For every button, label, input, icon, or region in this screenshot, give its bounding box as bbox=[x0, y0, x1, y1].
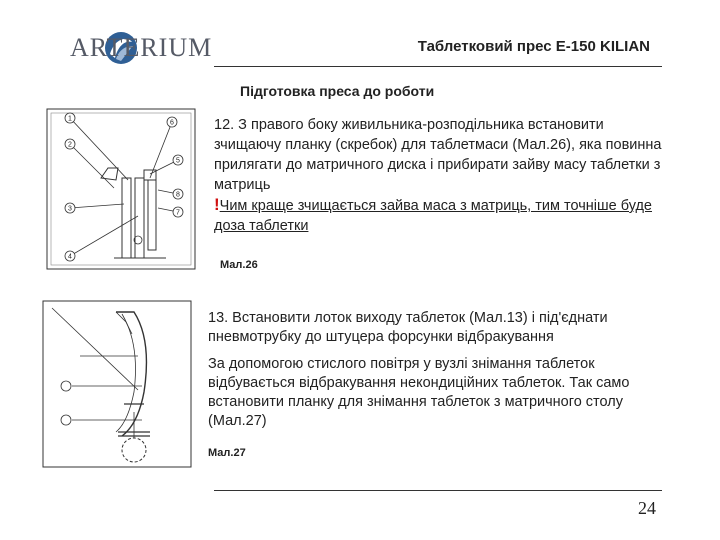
step-13-text bbox=[208, 309, 668, 439]
document-title: Таблетковий прес Е-150 KILIAN bbox=[417, 38, 650, 55]
figure-27-callout bbox=[61, 415, 71, 425]
callout-label: 5 bbox=[176, 157, 180, 165]
callout-label: 4 bbox=[68, 253, 72, 261]
step-13-instruction: 13. Встановити лоток виходу таблеток (Мал.13) і під'єднати пневмотрубку до штуцера форсунки відбракування bbox=[208, 310, 608, 345]
step-13-explanation: За допомогою стислого повітря у вузлі знімання таблеток відбувається відбракування некондиційних таблеток. Так само встановити планку для знімання таблеток з матричного столу (Мал.27) bbox=[208, 356, 630, 429]
warning-text: Чим краще зчищається зайва маса з матриць, тим точніше буде доза таблетки bbox=[214, 198, 652, 234]
step-12-warning bbox=[214, 195, 664, 236]
brand-name: ARTERIUM bbox=[70, 33, 213, 62]
figure-27-callout bbox=[61, 381, 71, 391]
callout-label: 8 bbox=[176, 191, 180, 199]
step-12-text bbox=[214, 115, 664, 236]
callout-label: 2 bbox=[68, 141, 72, 149]
figure-27-caption: Мал.27 bbox=[208, 447, 246, 459]
figure-27-drawing bbox=[42, 300, 192, 468]
callout-label: 6 bbox=[170, 119, 174, 127]
step-12-instruction: 12. З правого боку живильника-розподільника встановити зчищаючу планку (скребок) для таблетмаси (Мал.26), яка повинна прилягати до матричного диска і прибирати зайву масу таблетки з матриць bbox=[214, 117, 662, 193]
callout-label: 3 bbox=[68, 205, 72, 213]
section-title: Підготовка преса до роботи bbox=[240, 83, 435, 99]
warning-mark: ! bbox=[214, 195, 220, 214]
callout-label: 7 bbox=[176, 209, 180, 217]
figure-26-caption: Мал.26 bbox=[220, 259, 258, 271]
callout-label: 1 bbox=[68, 115, 72, 123]
header-divider bbox=[214, 66, 662, 67]
footer-divider bbox=[214, 490, 662, 491]
figure-26-drawing bbox=[46, 108, 196, 270]
page-number: 24 bbox=[638, 498, 656, 518]
